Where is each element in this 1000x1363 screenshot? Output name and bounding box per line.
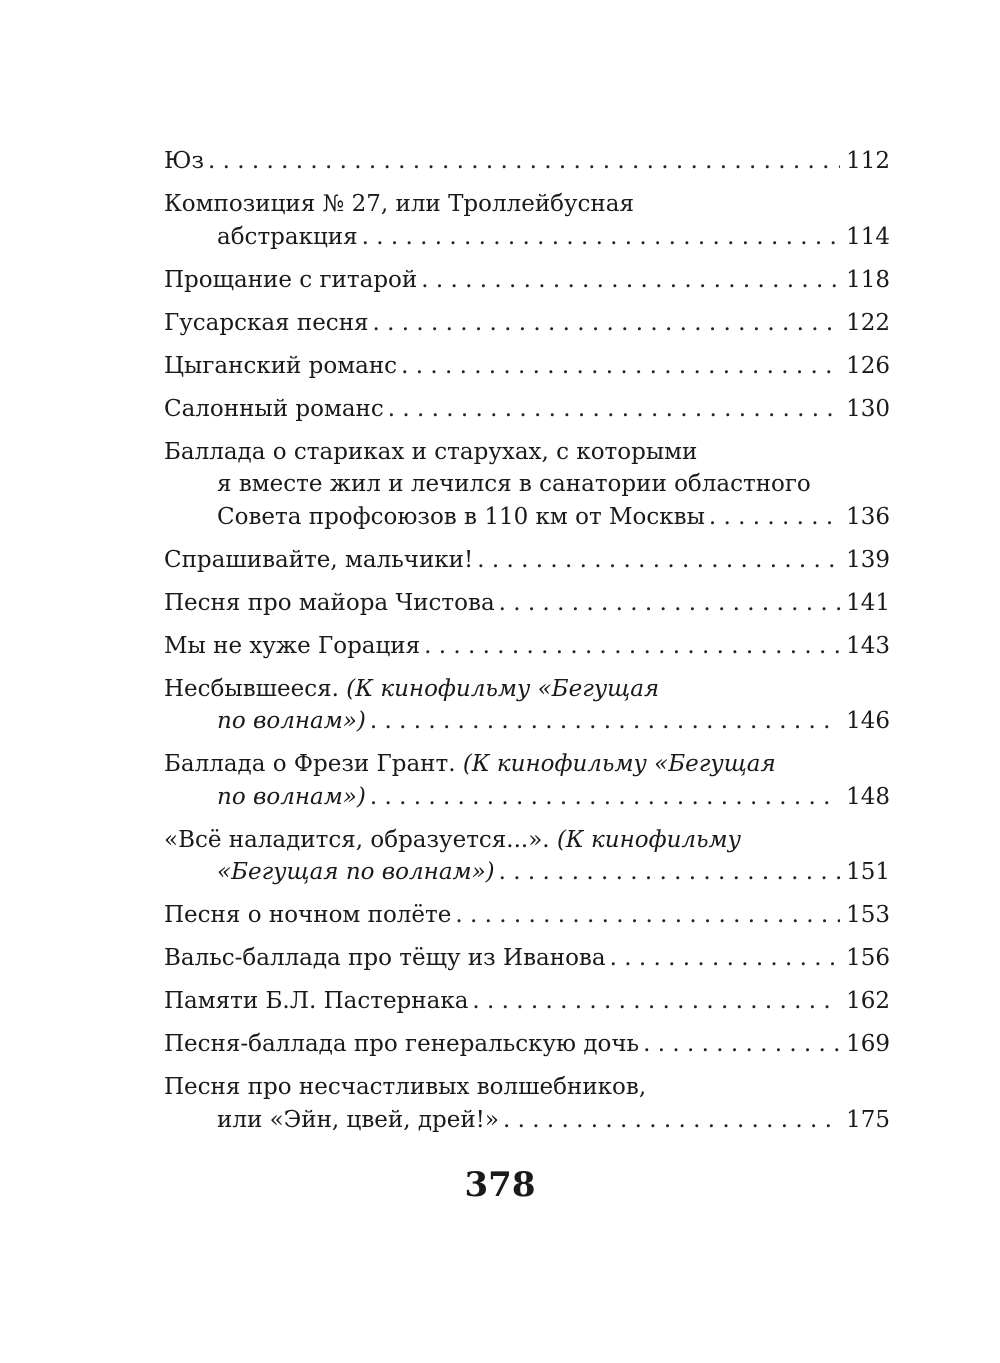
toc-entry-title [217,1104,499,1137]
toc-entry-text: я вместе жил и лечился в санатории областного [217,471,811,497]
toc-entry-text: Композиция № 27, или Троллейбусная [164,191,634,217]
toc-entry-title [164,264,417,297]
toc-entry-title [217,221,358,254]
toc-entry-line [164,468,890,501]
toc-entry-text: Цыганский романс [164,352,398,379]
toc-entry-title [164,985,468,1018]
toc-entry-line [164,350,890,383]
toc-entry-text: Песня-баллада про генеральскую дочь [164,1031,640,1057]
toc-entry-title [164,587,495,620]
toc-entry-text: Баллада о стариках и старухах, с которыми [164,438,698,465]
toc-entry-text: Памяти Б.Л. Пастернака [164,988,469,1014]
toc-entry [164,307,890,340]
toc-entry-line [164,705,890,738]
toc-entry-line [164,1104,890,1137]
toc-entry [164,264,890,297]
toc-entry-line [164,985,890,1018]
toc-entry [164,748,890,813]
toc-entry-page: 146 [846,708,890,734]
toc-entry-title [164,307,369,340]
dot-leader [499,856,840,889]
toc-entry-line [164,824,890,857]
toc-entry-line [164,1071,890,1104]
toc-entry-page: 151 [846,859,890,885]
toc-entry-line [164,544,890,577]
toc-entry-text: Песня про майора Чистова [164,589,495,616]
toc-entry-page: 118 [846,266,890,293]
dot-leader [421,264,840,297]
toc-entry-page: 141 [846,589,890,616]
dot-leader [709,501,840,534]
toc-entry-title [164,1074,646,1100]
toc-entry-text: Песня о ночном полёте [164,902,452,928]
toc-entry-text: Прощание с гитарой [164,266,418,293]
toc-entry [164,673,890,738]
toc-entry-line [164,856,890,889]
toc-entry-text: Спрашивайте, мальчики! [164,546,474,573]
toc-entry-note: (К кинофильму «Бегущая [462,751,776,777]
toc-entry [164,1071,890,1136]
toc-entry-title [164,942,606,975]
toc-entry-page: 156 [846,945,890,971]
toc-entry-title [164,751,776,777]
dot-leader [370,705,840,738]
dot-leader [370,781,840,814]
dot-leader [455,899,840,932]
toc-entry [164,985,890,1018]
toc-entry-note: (К кинофильму «Бегущая [346,675,660,702]
toc-entry-line [164,748,890,781]
toc-entry-text: Песня про несчастливых волшебников, [164,1074,647,1100]
toc-entry-title [164,630,420,663]
dot-leader [610,942,841,975]
toc-entry-page: 130 [846,395,890,422]
toc-entry [164,544,890,577]
toc-entry-title [217,705,366,738]
toc-entry-title [217,501,705,534]
toc-entry [164,824,890,889]
toc-entry-text: Салонный романс [164,395,384,422]
toc-entry-note: по волнам») [217,708,366,734]
toc-entry-title [164,439,697,465]
toc-entry-title [217,471,811,497]
dot-leader [401,350,840,383]
toc-entry-title [164,827,741,853]
toc-entry-page: 114 [846,223,890,250]
toc-entry-title [164,544,473,577]
toc-entry-title [164,393,384,426]
toc-entry-page: 139 [846,546,890,573]
toc-entry-line [164,221,890,254]
toc-entry-title [164,145,204,178]
toc-entry-text: Баллада о Фрези Грант. [164,751,463,777]
dot-leader [472,985,840,1018]
toc-entry-text: Гусарская песня [164,309,369,336]
toc-entry-text: абстракция [217,223,358,250]
toc-entry-note: (К кинофильму [556,826,741,853]
dot-leader [643,1028,840,1061]
toc-entry-line [164,781,890,814]
toc-entry [164,1028,890,1061]
toc-entry-note: «Бегущая по волнам») [217,859,495,885]
toc-entry-page: 112 [846,148,890,174]
toc-entry [164,188,890,253]
toc-entry-title [164,350,397,383]
toc-entry-title [217,856,495,889]
dot-leader [373,307,841,340]
toc-entry-page: 143 [846,632,890,659]
toc-entry [164,630,890,663]
toc-entry-note: по волнам») [217,783,366,810]
toc-entry-title [164,899,451,932]
toc-entry [164,145,890,178]
toc-entry-page: 122 [846,309,890,336]
page-number: 378 [464,1165,536,1205]
toc-entry [164,436,890,534]
toc-entry [164,350,890,383]
dot-leader [362,221,840,254]
toc-entry-text: Мы не хуже Горация [164,632,421,659]
dot-leader [424,630,840,663]
dot-leader [503,1104,840,1137]
toc-entry-text: Несбывшееся. [164,675,347,702]
toc-entry-line [164,942,890,975]
toc-entry-line [164,1028,890,1061]
toc-entry-line [164,501,890,534]
toc-entry-title [164,1028,639,1061]
toc-entry-page: 153 [846,902,890,928]
toc-entry-line [164,436,890,469]
toc-entry-page: 126 [846,352,890,379]
dot-leader [208,145,840,178]
toc-entry-page: 136 [846,503,890,530]
toc-entry-text: «Всё наладится, образуется...». [164,826,557,853]
dot-leader [499,587,840,620]
toc-entry [164,393,890,426]
toc-entry-page: 162 [846,988,890,1014]
toc-entry-line [164,264,890,297]
toc-entry-page: 148 [846,783,890,810]
toc-entry [164,899,890,932]
toc-entry-title [164,676,659,702]
toc-entry-text: или «Эйн, цвей, дрей!» [217,1106,499,1133]
toc-entry-title [164,191,634,217]
toc-entry-text: Юз [164,148,204,174]
toc-entry [164,587,890,620]
toc-entry-text: Совета профсоюзов в 110 км от Москвы [217,503,705,530]
toc-entry-line [164,307,890,340]
toc-entry-line [164,630,890,663]
toc-entry-line [164,673,890,706]
dot-leader [388,393,840,426]
toc-entry-line [164,188,890,221]
toc-entry-line [164,587,890,620]
toc-entry-line [164,899,890,932]
toc-entry-page: 175 [846,1106,890,1133]
toc-entry-title [217,781,366,814]
toc-entry-line [164,145,890,178]
toc-entry [164,942,890,975]
toc-entry-page: 169 [846,1031,890,1057]
toc-entry-line [164,393,890,426]
dot-leader [477,544,840,577]
table-of-contents [164,145,890,1147]
toc-entry-text: Вальс-баллада про тёщу из Иванова [164,945,606,971]
